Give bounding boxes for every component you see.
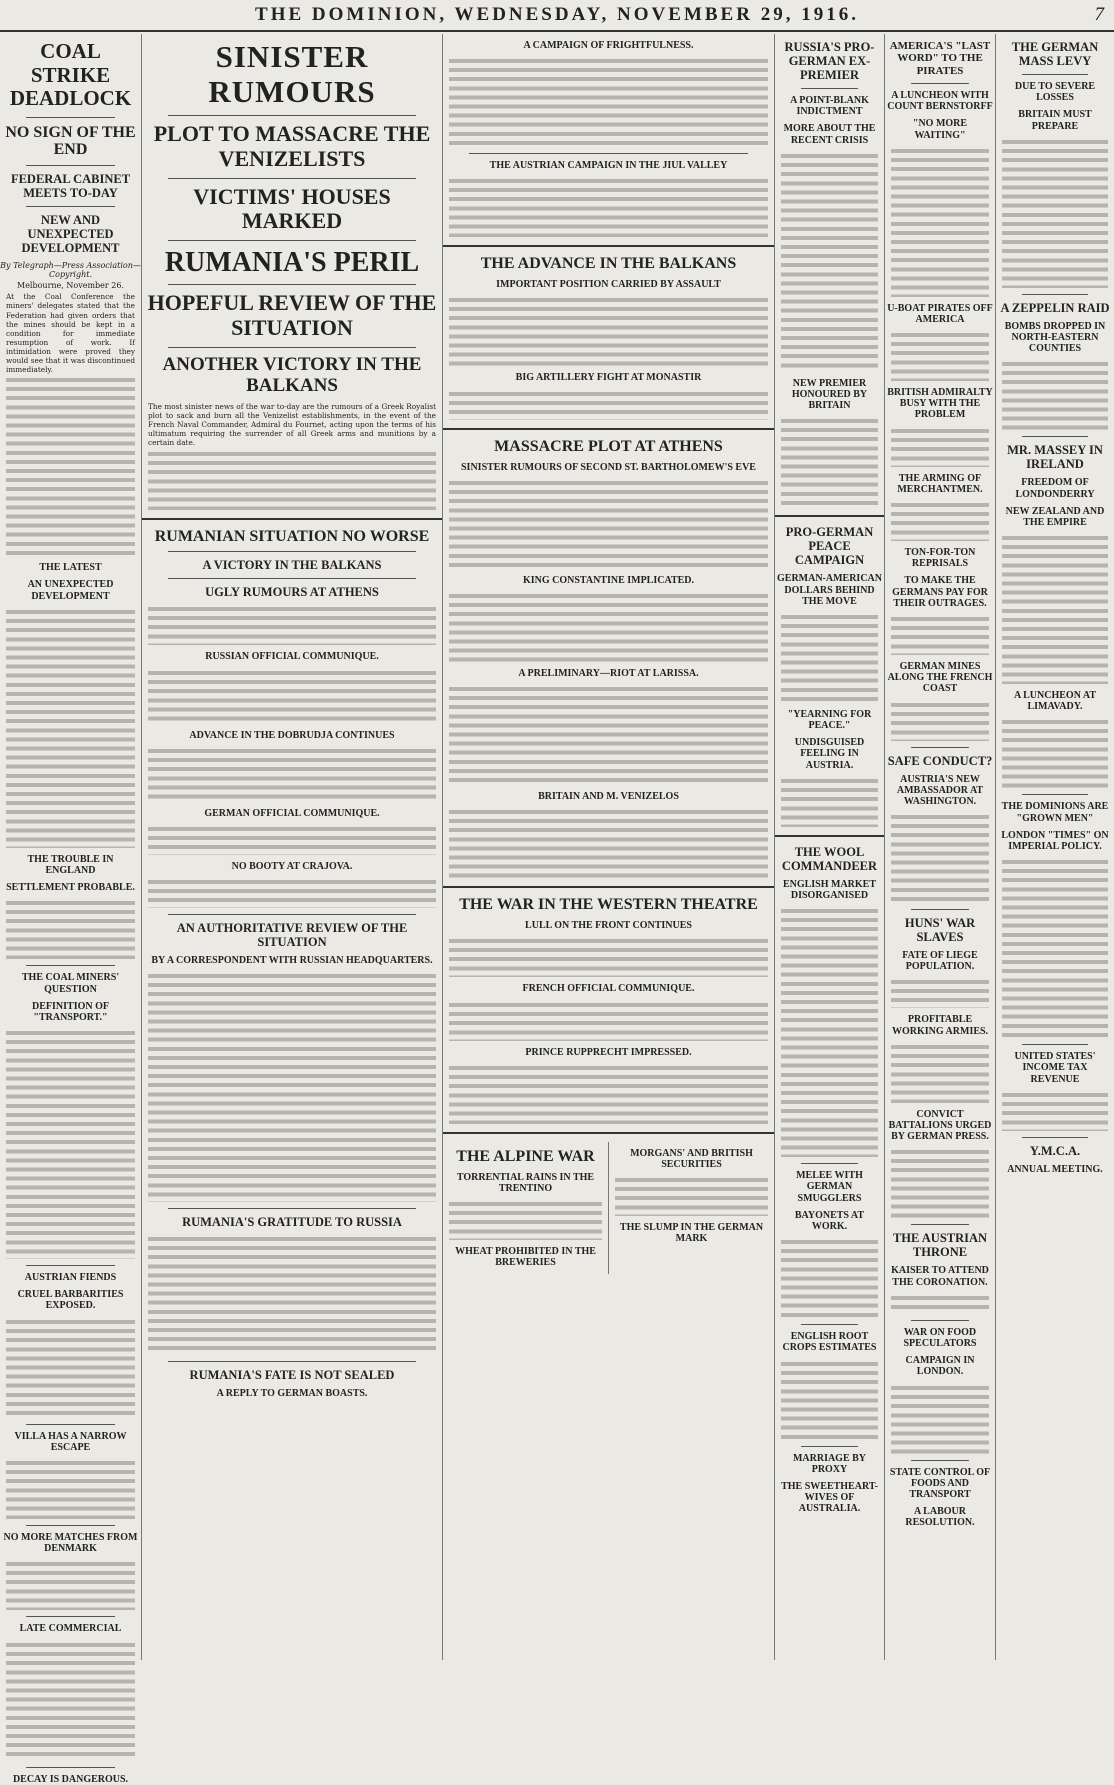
subhead-important-position: IMPORTANT POSITION CARRIED BY ASSAULT [496, 279, 721, 291]
column-2 [142, 34, 443, 1660]
subhead-russian-communique: RUSSIAN OFFICIAL COMMUNIQUE. [205, 651, 379, 663]
body-copy [891, 978, 989, 1008]
subhead-no-more-waiting: "NO MORE WAITING" [912, 118, 968, 141]
body-copy [781, 152, 878, 372]
article-lead: The most sinister news of the war to-day are the rumours of a Greek Royalist plot to sack and burn all the Venizelist establishments, in the event of the French Naval Commander, Admiral du Fournet, acting upon the terms of his ultimatum requiring the surrender of all Greek arms and munitions by a certain date. [148, 402, 436, 448]
body-copy [891, 701, 989, 741]
dateline: Melbourne, November 26. [17, 281, 124, 291]
subhead-morgans: MORGANS' AND BRITISH SECURITIES [630, 1147, 753, 1170]
subhead-german-mines: GERMAN MINES ALONG THE FRENCH COAST [887, 660, 993, 695]
subhead-german-communique: GERMAN OFFICIAL COMMUNIQUE. [204, 807, 380, 819]
headline-coal-strike: COAL STRIKE DEADLOCK [9, 39, 132, 111]
subhead-another-victory: ANOTHER VICTORY IN THE BALKANS [162, 353, 422, 396]
body-copy [449, 937, 768, 977]
subhead-arming-merchantmen: THE ARMING OF MERCHANTMEN. [897, 472, 983, 495]
body-copy [1002, 1091, 1108, 1131]
subhead-latest: THE LATEST [39, 562, 102, 574]
subhead-convict-battalions: CONVICT BATTALIONS URGED BY GERMAN PRESS. [888, 1108, 992, 1143]
subhead-sweetheart-wives: THE SWEETHEART-WIVES OF AUSTRALIA. [781, 1480, 878, 1515]
subhead-make-germans-pay: TO MAKE THE GERMANS PAY FOR THEIR OUTRAGES. [892, 575, 988, 609]
body-copy [148, 972, 436, 1202]
subhead-advance-balkans: THE ADVANCE IN THE BALKANS [480, 255, 737, 273]
column-3 [443, 34, 775, 1660]
body-copy [449, 1001, 768, 1041]
subhead-plot-massacre: PLOT TO MASSACRE THE VENIZELISTS [153, 121, 431, 172]
subhead-jiul-valley: THE AUSTRIAN CAMPAIGN IN THE JIUL VALLEY [489, 160, 728, 172]
subhead-new-premier: NEW PREMIER HONOURED BY BRITAIN [791, 377, 868, 412]
subhead-bombs-dropped: BOMBS DROPPED IN NORTH-EASTERN COUNTIES [1004, 320, 1106, 355]
subhead-labour-resolution: A LABOUR RESOLUTION. [905, 1506, 975, 1529]
subhead-market-disorganised: ENGLISH MARKET DISORGANISED [782, 878, 877, 901]
subhead-uboat-pirates: U-BOAT PIRATES OFF AMERICA [887, 302, 993, 325]
subhead-kaiser-coronation: KAISER TO ATTEND THE CORONATION. [891, 1265, 989, 1288]
subhead-point-blank: A POINT-BLANK INDICTMENT [790, 95, 869, 118]
body-copy [148, 669, 436, 724]
column-6 [996, 34, 1114, 1660]
masthead-title: THE DOMINION, WEDNESDAY, NOVEMBER 29, 1916. [255, 4, 859, 25]
subhead-war-slaves: HUNS' WAR SLAVES [904, 916, 976, 945]
subhead-victims-houses: VICTIMS' HOUSES MARKED [193, 183, 391, 234]
subhead-dollars-behind: GERMAN-AMERICAN DOLLARS BEHIND THE MOVE [777, 573, 882, 607]
body-copy [891, 1294, 989, 1314]
subhead-dobrudja: ADVANCE IN THE DOBRUDJA CONTINUES [189, 729, 395, 741]
body-copy [449, 57, 768, 147]
body-copy [148, 747, 436, 802]
subhead-massey-ireland: MR. MASSEY IN IRELAND [1007, 443, 1103, 472]
subhead-ymca: Y.M.C.A. [1029, 1143, 1081, 1158]
body-copy [6, 1318, 135, 1418]
subhead-nz-empire: NEW ZEALAND AND THE EMPIRE [1005, 505, 1105, 528]
subhead-food-speculators: WAR ON FOOD SPECULATORS [903, 1326, 977, 1349]
body-copy [148, 605, 436, 645]
subhead-income-tax: UNITED STATES' INCOME TAX REVENUE [1014, 1051, 1096, 1085]
subhead-peace-campaign: PRO-GERMAN PEACE CAMPAIGN [785, 525, 874, 568]
subhead-wheat-prohibited: WHEAT PROHIBITED IN THE BREWERIES [455, 1246, 596, 1269]
subhead-annual-meeting: ANNUAL MEETING. [1007, 1163, 1103, 1175]
subhead-imperial-policy: LONDON "TIMES" ON IMPERIAL POLICY. [1001, 829, 1109, 852]
body-copy [6, 608, 135, 848]
subhead-larissa: A PRELIMINARY—RIOT AT LARISSA. [518, 667, 699, 679]
subhead-hopeful-review: HOPEFUL REVIEW OF THE SITUATION [147, 290, 437, 340]
subhead-coal-miners: THE COAL MINERS' QUESTION [21, 972, 120, 995]
subhead-torrential-rains: TORRENTIAL RAINS IN THE TRENTINO [456, 1171, 595, 1194]
body-copy [449, 177, 768, 237]
subhead-trouble-england: THE TROUBLE IN ENGLAND [27, 853, 114, 876]
body-copy [449, 808, 768, 878]
subhead-wool-commandeer: THE WOOL COMMANDEER [781, 844, 878, 873]
subhead-alpine-war: THE ALPINE WAR [456, 1147, 595, 1165]
body-copy [781, 1360, 878, 1440]
subhead-fate-not-sealed: RUMANIA'S FATE IS NOT SEALED [189, 1368, 395, 1383]
subhead-decay: DECAY IS DANGEROUS. [12, 1773, 129, 1785]
subhead-definition: DEFINITION OF "TRANSPORT." [32, 1000, 109, 1023]
body-copy [891, 1148, 989, 1218]
body-copy [891, 501, 989, 541]
subhead-marriage-proxy: MARRIAGE BY PROXY [792, 1452, 867, 1475]
subhead-admiralty: BRITISH ADMIRALTY BUSY WITH THE PROBLEM [887, 387, 993, 421]
subhead-recent-crisis: MORE ABOUT THE RECENT CRISIS [783, 123, 876, 146]
body-copy [781, 1238, 878, 1318]
subhead-rumanias-peril: RUMANIA'S PERIL [164, 246, 420, 278]
subhead-rumanian-situation: RUMANIAN SITUATION NO WORSE [154, 527, 430, 545]
subhead-reply-boasts: A REPLY TO GERMAN BOASTS. [216, 1388, 368, 1400]
headline-sinister-rumours: SINISTER RUMOURS [208, 39, 376, 109]
subhead-victory-balkans: A VICTORY IN THE BALKANS [202, 558, 382, 573]
body-copy [781, 417, 878, 507]
subhead-austria-feeling: UNDISGUISED FEELING IN AUSTRIA. [794, 737, 865, 771]
subhead-massacre-plot: MASSACRE PLOT AT ATHENS [494, 437, 723, 455]
subhead-yearning: "YEARNING FOR PEACE." [787, 708, 872, 732]
subhead-grown-men: THE DOMINIONS ARE "GROWN MEN" [1001, 801, 1109, 824]
subhead-frightfulness: A CAMPAIGN OF FRIGHTFULNESS. [523, 40, 694, 51]
body-copy [891, 615, 989, 655]
body-copy [1002, 718, 1108, 788]
subhead-ambassador: AUSTRIA'S NEW AMBASSADOR AT WASHINGTON. [896, 773, 984, 807]
subhead-gratitude: RUMANIA'S GRATITUDE TO RUSSIA [182, 1215, 402, 1230]
subhead-villa: VILLA HAS A NARROW ESCAPE [14, 1430, 127, 1453]
subhead-liege: FATE OF LIEGE POPULATION. [902, 950, 978, 973]
body-copy [781, 613, 878, 703]
subhead-ton-for-ton: TON-FOR-TON REPRISALS [904, 547, 976, 570]
subhead-second-bartholomew: SINISTER RUMOURS OF SECOND ST. BARTHOLOMEW'S EVE [461, 461, 756, 473]
subhead-severe-losses: DUE TO SEVERE LOSSES [1014, 81, 1096, 104]
column-1 [0, 34, 142, 1785]
body-copy [449, 296, 768, 366]
subhead-zeppelin-raid: A ZEPPELIN RAID [1000, 300, 1110, 315]
subhead-britain-prepare: BRITAIN MUST PREPARE [1018, 109, 1092, 132]
subhead-king-constantine: KING CONSTANTINE IMPLICATED. [522, 574, 695, 586]
subhead-working-armies: PROFITABLE WORKING ARMIES. [891, 1014, 989, 1037]
subhead-mass-levy: THE GERMAN MASS LEVY [1011, 40, 1099, 68]
subhead-limavady: A LUNCHEON AT LIMAVADY. [1013, 690, 1097, 713]
subhead-campaign-london: CAMPAIGN IN LONDON. [905, 1355, 975, 1378]
subhead-western-theatre: THE WAR IN THE WESTERN THEATRE [459, 896, 758, 914]
body-copy [891, 1384, 989, 1454]
body-copy [6, 1029, 135, 1259]
subhead-smugglers: MELEE WITH GERMAN SMUGGLERS [796, 1170, 863, 1204]
body-copy [449, 390, 768, 420]
body-copy [891, 331, 989, 381]
subhead-state-control: STATE CONTROL OF FOODS AND TRANSPORT [889, 1466, 991, 1500]
body-copy [891, 147, 989, 297]
subhead-german-mark: THE SLUMP IN THE GERMAN MARK [619, 1222, 764, 1245]
subhead-late-commercial: LATE COMMERCIAL [19, 1623, 122, 1635]
body-copy [1002, 858, 1108, 1038]
body-copy [6, 899, 135, 959]
subhead-correspondent: BY A CORRESPONDENT WITH RUSSIAN HEADQUARTERS. [151, 955, 433, 967]
wire-credit: By Telegraph—Press Association—Copyright. [0, 261, 141, 280]
subhead-root-crops: ENGLISH ROOT CROPS ESTIMATES [782, 1331, 877, 1354]
subhead-french-communique: FRENCH OFFICIAL COMMUNIQUE. [522, 983, 695, 995]
subhead-unexpected: AN UNEXPECTED DEVELOPMENT [27, 579, 114, 602]
subhead-lull-front: LULL ON THE FRONT CONTINUES [525, 920, 692, 932]
body-copy [449, 685, 768, 785]
body-copy [449, 1064, 768, 1124]
subhead-no-booty: NO BOOTY AT CRAJOVA. [231, 861, 353, 873]
subhead-no-sign: NO SIGN OF THE END [5, 123, 136, 159]
body-copy [781, 777, 878, 827]
subhead-austrian-throne: THE AUSTRIAN THRONE [892, 1231, 988, 1260]
body-copy [148, 450, 436, 510]
body-copy [449, 479, 768, 569]
body-copy [6, 1560, 135, 1610]
body-copy [449, 592, 768, 662]
subhead-rupprecht: PRINCE RUPPRECHT IMPRESSED. [525, 1046, 692, 1058]
column-4 [775, 34, 885, 1660]
body-copy [148, 1235, 436, 1355]
subhead-monastir: BIG ARTILLERY FIGHT AT MONASTIR [515, 372, 702, 384]
body-copy [449, 1200, 602, 1240]
column-5 [885, 34, 996, 1660]
subhead-federal-cabinet: FEDERAL CABINET MEETS TO-DAY [10, 172, 131, 201]
subhead-settlement: SETTLEMENT PROBABLE. [6, 882, 135, 894]
subhead-ugly-rumours: UGLY RUMOURS AT ATHENS [205, 585, 379, 600]
body-copy [1002, 360, 1108, 430]
body-copy [6, 1641, 135, 1761]
subhead-austrian-fiends: AUSTRIAN FIENDS [24, 1272, 117, 1284]
body-copy [615, 1176, 768, 1216]
body-copy [891, 813, 989, 903]
subhead-londonderry: FREEDOM OF LONDONDERRY [1015, 477, 1095, 500]
body-copy [1002, 534, 1108, 684]
masthead [0, 0, 1114, 32]
subhead-cruel-barbarities: CRUEL BARBARITIES EXPOSED. [17, 1289, 124, 1312]
page-number: 7 [1094, 4, 1104, 25]
body-copy [781, 907, 878, 1157]
subhead-luncheon-bernstorff: A LUNCHEON WITH COUNT BERNSTORFF [887, 89, 993, 113]
body-copy [148, 878, 436, 908]
body-copy [1002, 138, 1108, 288]
subhead-new-development: NEW AND UNEXPECTED DEVELOPMENT [21, 213, 120, 256]
body-copy [148, 825, 436, 855]
subhead-safe-conduct: SAFE CONDUCT? [887, 753, 993, 768]
body-copy [891, 427, 989, 467]
subhead-last-word: AMERICA'S "LAST WORD" TO THE PIRATES [889, 40, 991, 77]
body-copy [6, 376, 135, 556]
subhead-pro-german-premier: RUSSIA'S PRO-GERMAN EX-PREMIER [784, 40, 875, 82]
subhead-bayonets: BAYONETS AT WORK. [794, 1209, 865, 1232]
body-copy [891, 1043, 989, 1103]
subhead-venizelos: BRITAIN AND M. VENIZELOS [538, 791, 679, 803]
subhead-matches: NO MORE MATCHES FROM DENMARK [3, 1532, 138, 1555]
subhead-authoritative-review: AN AUTHORITATIVE REVIEW OF THE SITUATION [176, 921, 408, 950]
body-copy [6, 1459, 135, 1519]
article-body: At the Coal Conference the miners' delegates stated that the Federation had given orders that the mines should be kept in a condition for immediate resumption of work. If intimidation were proved they would see that it was discontinued immediately. [6, 292, 135, 375]
